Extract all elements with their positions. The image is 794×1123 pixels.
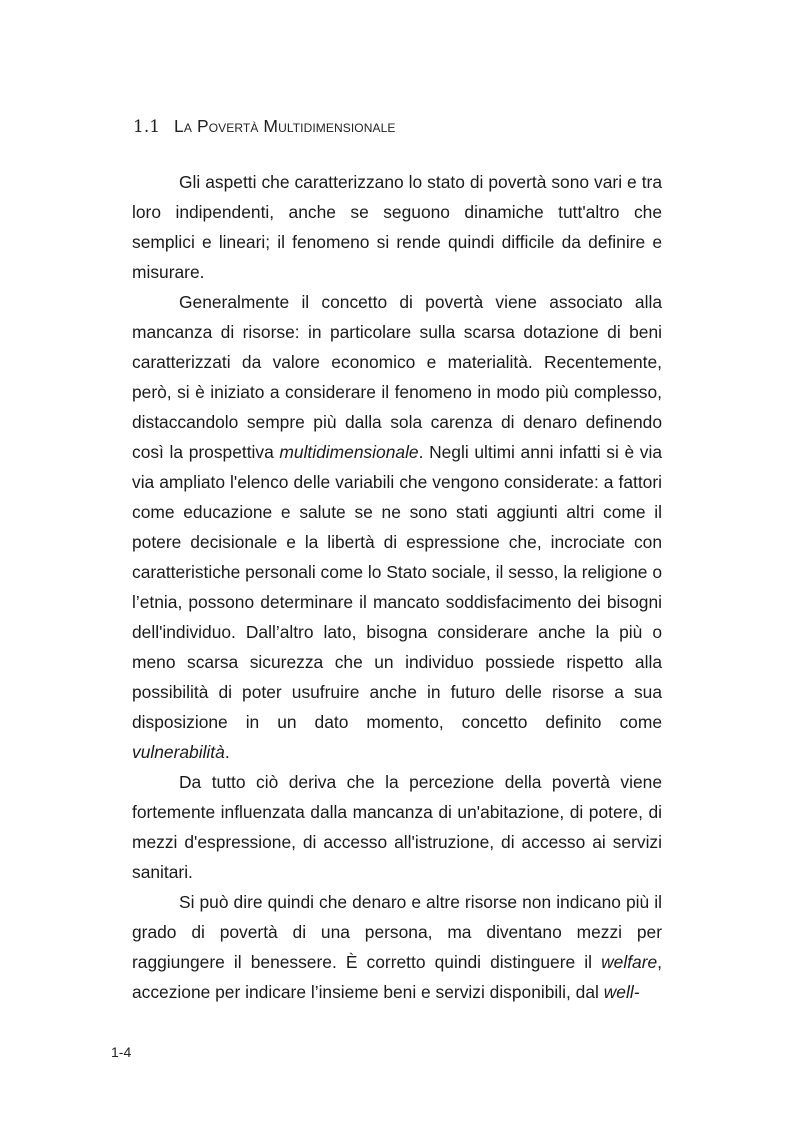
paragraph-1: Gli aspetti che caratterizzano lo stato di povertà sono vari e tra loro indipendenti, anche se seguono dinamiche tutt'altro che semplici e lineari; il fenomeno si rende quindi difficile da definire e misurare.: [132, 172, 662, 282]
paragraph-2-text-e: .: [224, 742, 230, 762]
paragraph-3: Da tutto ciò deriva che la percezione della povertà viene fortemente influenzata dalla mancanza di un'abitazione, di potere, di mezzi d'espressione, di accesso all'istruzione, di accesso ai servizi sanitari.: [132, 772, 662, 882]
paragraph-2-text-a: Generalmente il concetto di povertà viene associato alla mancanza di risorse: in particolare sulla scarsa dotazione di beni caratterizzati da valore economico e materialità. Recentemente, però, si è iniziato a considerare il fenomeno in modo più complesso, distaccandolo sempre più dalla sola carenza di denaro definendo così la prospettiva: [132, 292, 662, 462]
section-number: 1.1: [133, 117, 161, 137]
term-well: well-: [603, 982, 640, 1002]
section-title: La Povertà Multidimensionale: [174, 116, 396, 136]
term-vulnerabilita: vulnerabilità: [132, 742, 225, 762]
paragraph-2: [132, 287, 662, 767]
term-multidimensionale: multidimensionale: [279, 442, 419, 462]
body-text: [132, 167, 662, 1007]
paragraph-4-text-a: Si può dire quindi che denaro e altre risorse non indicano più il grado di povertà di una persona, ma diventano mezzi per raggiungere il benessere. È corretto quindi distinguere il: [132, 892, 662, 972]
term-welfare: welfare: [601, 952, 658, 972]
paragraph-4-text-c: , accezione per indicare l’insieme beni e servizi disponibili, dal: [132, 952, 662, 1002]
section-heading: [133, 116, 395, 137]
page-number: 1-4: [111, 1044, 132, 1060]
paragraph-2-text-c: . Negli ultimi anni infatti si è via via ampliato l'elenco delle variabili che vengono considerate: a fattori come educazione e salute se ne sono stati aggiunti altri come il potere decisionale e la libertà di espressione che, incrociate con caratteristiche personali come lo Stato sociale, il sesso, la religione o l’etnia, possono determinare il mancato soddisfacimento dei bisogni dell'individuo. Dall’altro lato, bisogna considerare anche la più o meno scarsa sicurezza che un individuo possiede rispetto alla possibilità di poter usufruire anche in futuro delle risorse a sua disposizione in un dato momento, concetto definito come: [132, 442, 662, 732]
paragraph-4: [132, 887, 662, 1007]
